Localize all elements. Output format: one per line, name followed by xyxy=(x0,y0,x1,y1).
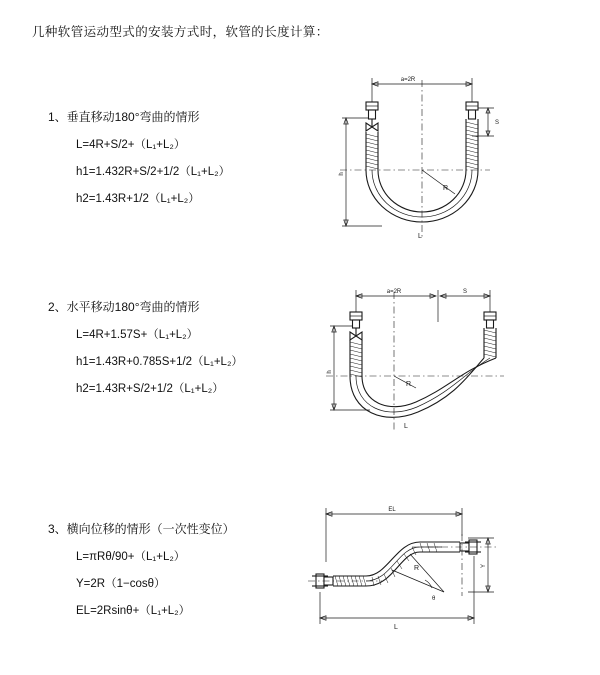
formula-line: h2=1.43R+1/2（L₁+L₂） xyxy=(76,193,200,205)
formula-line: h1=1.43R+0.785S+1/2（L₁+L₂） xyxy=(76,356,243,368)
page-title: 几种软管运动型式的安装方式时，软管的长度计算： xyxy=(32,25,329,39)
vertical-180-bend-diagram xyxy=(312,66,502,256)
dim-label-l: L xyxy=(404,423,408,430)
case-text-block xyxy=(48,520,308,618)
formula-line: L=πRθ/90+（L₁+L₂） xyxy=(76,551,186,563)
formula-line: h2=1.43R+S/2+1/2（L₁+L₂） xyxy=(76,383,224,395)
case-title: 2、水平移动180°弯曲的情形 xyxy=(48,300,200,314)
horizontal-180-bend-diagram xyxy=(310,280,510,450)
dim-label-r: R xyxy=(443,185,449,192)
dim-label-el: EL xyxy=(388,507,396,513)
dim-label-r: R xyxy=(414,565,420,572)
dim-label-s: S xyxy=(462,289,468,295)
dim-label-a2r: a=2R xyxy=(400,77,416,83)
dim-label-h: h xyxy=(339,172,345,176)
lateral-offset-drawing xyxy=(292,496,507,641)
case-title: 1、垂直移动180°弯曲的情形 xyxy=(48,110,200,124)
dim-label-l: L xyxy=(418,233,422,240)
dim-label-a2r: a=2R xyxy=(386,289,402,295)
horizontal-180-bend-drawing xyxy=(310,280,510,450)
formula-line: Y=2R（1−cosθ） xyxy=(76,578,166,590)
dim-label-s: S xyxy=(495,120,500,126)
dim-label-theta: θ xyxy=(432,596,436,602)
case-text-block xyxy=(48,108,308,206)
formula-line: L=4R+1.57S+（L₁+L₂） xyxy=(76,329,199,341)
dim-label-l: L xyxy=(394,624,398,631)
lateral-offset-diagram xyxy=(292,496,507,641)
formula-line: EL=2Rsinθ+（L₁+L₂） xyxy=(76,605,191,617)
case-title: 3、横向位移的情形（一次性变位） xyxy=(48,522,235,536)
dim-label-y: Y xyxy=(481,563,487,569)
vertical-180-bend-drawing xyxy=(312,66,502,256)
dim-label-h: h xyxy=(327,370,333,374)
dim-label-r: R xyxy=(406,381,412,388)
formula-line: L=4R+S/2+（L₁+L₂） xyxy=(76,139,186,151)
formula-line: h1=1.432R+S/2+1/2（L₁+L₂） xyxy=(76,166,231,178)
case-text-block xyxy=(48,298,308,396)
